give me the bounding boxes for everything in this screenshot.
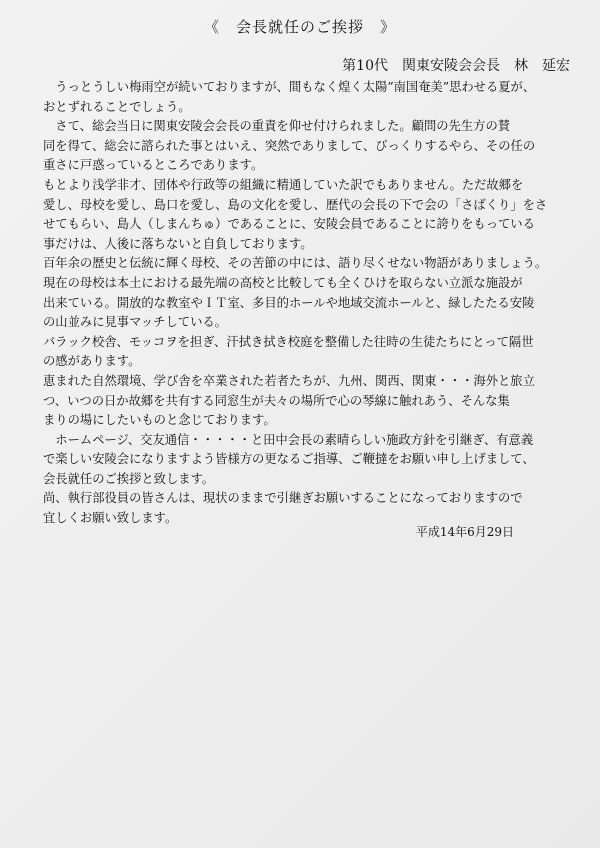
document-title: 《 会長就任のご挨拶 》: [203, 18, 396, 36]
body-line: 同を得て、総会に諮られた事とはいえ、突然でありまして、びっくりするやら、その任の: [43, 138, 536, 153]
body-line: 事だけは、人後に落ちないと自負しております。: [43, 236, 313, 251]
body-line: 尚、執行部役員の皆さんは、現状のままで引継ぎお願いすることになっておりますので: [43, 491, 523, 506]
body-line: 重さに戸惑っているところであります。: [43, 158, 264, 173]
author-signature: 第10代 関東安陵会会長 林 延宏: [342, 58, 570, 74]
body-line: ホームページ、交友通信・・・・・と田中会長の素晴らしい施政方針を引継ぎ、有意義: [43, 432, 534, 447]
body-line: で楽しい安陵会になりますよう皆様方の更なるご指導、ご鞭撻をお願い申し上げまして、: [43, 452, 535, 467]
body-line: 現在の母校は本土における最先端の高校と比較しても全くひけを取らない立派な施設が: [43, 275, 523, 290]
body-line: 出来ている。開放的な教室やＩＴ室、多目的ホールや地域交流ホールと、緑したたる安陵: [43, 295, 535, 310]
body-line: 会長就任のご挨拶と致します。: [43, 471, 215, 486]
body-line: せてもらい、島人（しまんちゅ）であることに、安陵会員であることに誇りをもっている: [43, 217, 535, 232]
body-line: まりの場にしたいものと念じております。: [43, 413, 276, 428]
body-line: の山並みに見事マッチしている。: [43, 315, 227, 330]
body-line: おとずれることでしょう。: [43, 99, 191, 114]
body-line: もとより浅学非才、団体や行政等の組織に精通していた訳でもありません。ただ故郷を: [43, 177, 524, 192]
body-line: の感があります。: [43, 354, 141, 369]
body-line: 愛し、母校を愛し、島口を愛し、島の文化を愛し、歴代の会長の下で会の「さばくり」をさ: [43, 197, 548, 212]
body-line: 宜しくお願い致します。: [43, 511, 178, 526]
body-line: うっとうしい梅雨空が続いておりますが、間もなく煌く太陽”南国奄美”思わせる夏が、: [43, 80, 536, 94]
body-line: バラック校舎、モッコヲを担ぎ、汗拭き拭き校庭を整備した往時の生徒たちにとって隔世: [43, 334, 534, 349]
document-date: 平成14年6月29日: [415, 525, 514, 539]
letter-body: [43, 78, 563, 529]
body-line: つ、いつの日か故郷を共有する同窓生が夫々の場所で心の琴線に触れあう、そんな集: [43, 393, 510, 408]
body-line: 百年余の歴史と伝統に輝く母校、その苦節の中には、語り尽くせない物語がありましょう。: [43, 256, 548, 271]
body-line: さて、総会当日に関東安陵会会長の重責を仰せ付けられました。顧問の先生方の賛: [43, 119, 511, 134]
body-line: 恵まれた自然環境、学び舎を卒業された若者たちが、九州、関西、関東・・・海外と旅立: [43, 373, 535, 388]
